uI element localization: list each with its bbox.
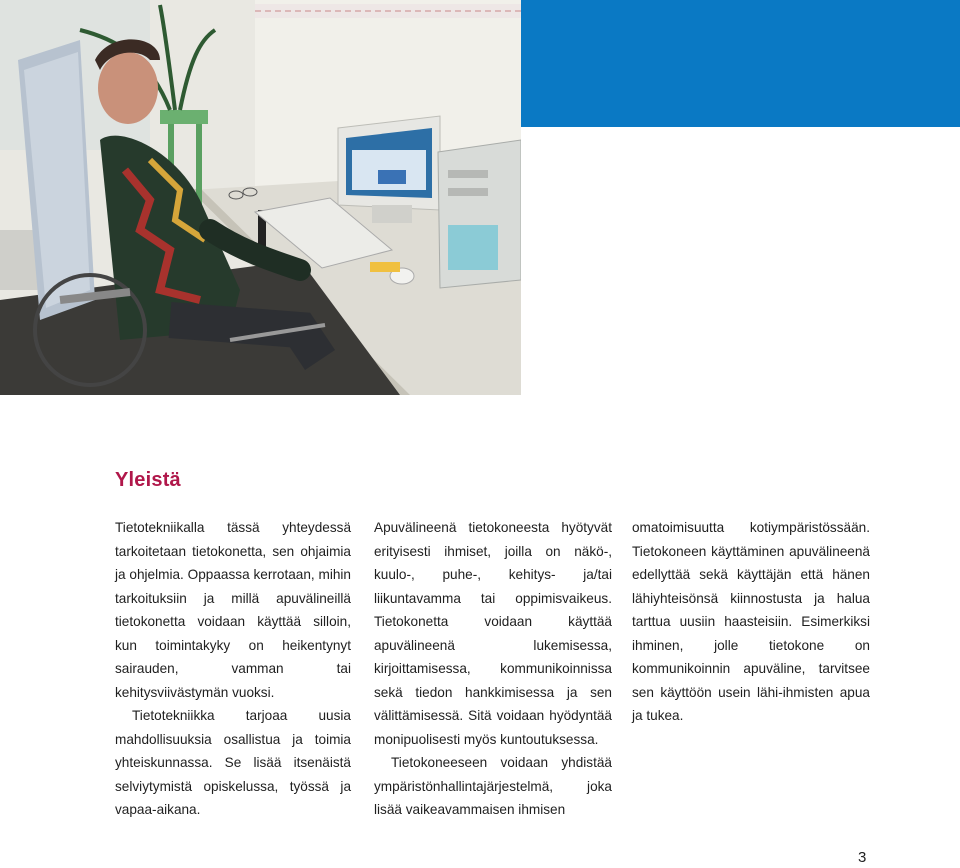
paragraph: Tietotekniikalla tässä yhteydessä tarkoitetaan tietokonetta, sen ohjaimia ja ohjelmia. Oppaassa kerrotaan, mihin tarkoituksiin ja millä apuvälineillä tietokonetta voidaan käyttää silloin, kun toimintakyky on heikentynyt sairauden, vamman tai kehitysviivästymän vuoksi.: [115, 520, 351, 700]
text-column-1: [115, 516, 351, 822]
paragraph: Apuvälineenä tietokoneesta hyötyvät erityisesti ihmiset, joilla on näkö-, kuulo-, puhe-, kehitys- ja/tai liikuntavamma tai oppimisvaikeus. Tietokonetta voidaan käyttää apuvälineenä lukemisessa, kirjoittamisessa, kommunikoinnissa sekä tiedon hankkimisessa ja sen välittämisessä. Sitä voidaan hyödyntää monipuolisesti myös kuntoutuksessa.: [374, 520, 612, 747]
section-heading: Yleistä: [115, 469, 181, 491]
paragraph: Tietotekniikka tarjoaa uusia mahdollisuuksia osallistua ja toimia yhteiskunnassa. Se lisää itsenäistä selviytymistä opiskelussa, työssä ja vapaa-aikana.: [115, 708, 351, 817]
text-column-2: [374, 516, 612, 822]
blue-header-band: [521, 0, 960, 127]
photo-man-at-computer: [0, 0, 521, 395]
text-column-3: [632, 516, 870, 728]
paragraph: omatoimisuutta kotiympäristössään. Tietokoneen käyttäminen apuvälineenä edellyttää sekä käyttäjän että hänen lähiyhteisönsä kiinnostusta ja halua tarttua uusiin haasteisiin. Esimerkiksi ihminen, jolle tietokone on kommunikoinnin apuväline, tarvitsee sen käyttöön usein lähi-ihmisten apua ja tukea.: [632, 520, 870, 723]
paragraph: Tietokoneeseen voidaan yhdistää ympäristönhallintajärjestelmä, joka lisää vaikeavammaisen ihmisen: [374, 755, 612, 817]
page-number: 3: [858, 849, 867, 866]
